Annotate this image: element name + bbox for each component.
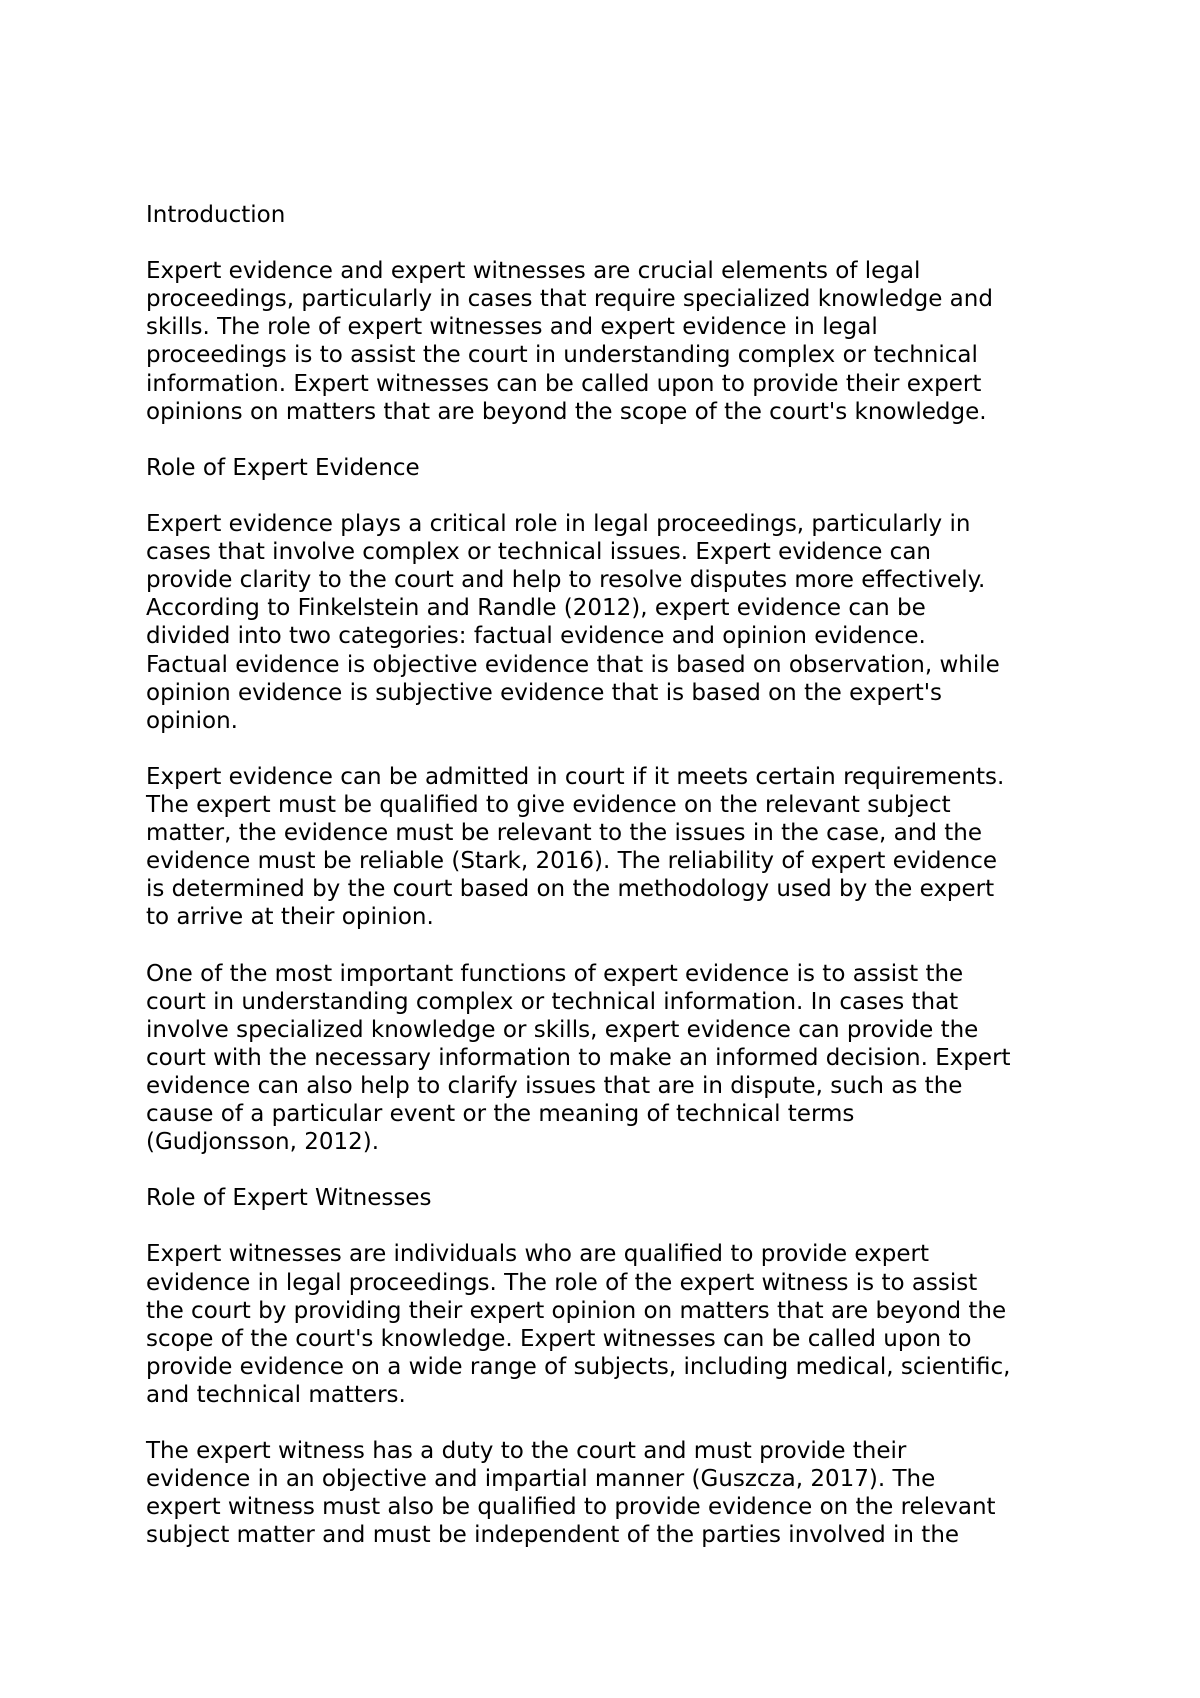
heading-introduction: Introduction	[146, 202, 286, 228]
paragraph-evidence-2: Expert evidence can be admitted in court if it meets certain requirements. The expert must be qualified to give evidence on the relevant subject matter, the evidence must be relevant to the issues in the case, and the evidence must be reliable (Stark, 2016). The reliability of expert evidence is determined by the court based on the methodology used by the expert to arrive at their opinion.	[146, 763, 1005, 931]
paragraph-witnesses-1: Expert witnesses are individuals who are qualified to provide expert evidence in legal proceedings. The role of the expert witness is to assist the court by providing their expert opinion on matters that are beyond the scope of the court's knowledge. Expert witnesses can be called upon to provide evidence on a wide range of subjects, including medical, scientific, and technical matters.	[146, 1241, 1011, 1408]
paragraph-evidence-3: One of the most important functions of expert evidence is to assist the court in understanding complex or technical information. In cases that involve specialized knowledge or skills, expert evidence can provide the court with the necessary information to make an informed decision. Expert evidence can also help to clarify issues that are in dispute, such as the cause of a particular event or the meaning of technical terms (Gudjonsson, 2012).	[146, 960, 1011, 1156]
document-body	[146, 201, 1066, 1578]
heading-role-of-expert-witnesses: Role of Expert Witnesses	[146, 1185, 432, 1212]
heading-role-of-expert-evidence: Role of Expert Evidence	[146, 454, 420, 481]
paragraph-introduction: Expert evidence and expert witnesses are crucial elements of legal proceedings, particularly in cases that require specialized knowledge and skills. The role of expert witnesses and expert evidence in legal proceedings is to assist the court in understanding complex or technical information. Expert witnesses can be called upon to provide their expert opinions on matters that are beyond the scope of the court's knowledge.	[146, 258, 993, 425]
paragraph-witnesses-2: The expert witness has a duty to the court and must provide their evidence in an objective and impartial manner (Guszcza, 2017). The expert witness must also be qualified to provide evidence on the relevant subject matter and must be independent of the parties involved in the	[146, 1438, 996, 1549]
paragraph-evidence-1: Expert evidence plays a critical role in legal proceedings, particularly in cases that involve complex or technical issues. Expert evidence can provide clarity to the court and help to resolve disputes more effectively. According to Finkelstein and Randle (2012), expert evidence can be divided into two categories: factual evidence and opinion evidence. Factual evidence is objective evidence that is based on observation, while opinion evidence is subjective evidence that is based on the expert's opinion.	[146, 511, 1000, 734]
